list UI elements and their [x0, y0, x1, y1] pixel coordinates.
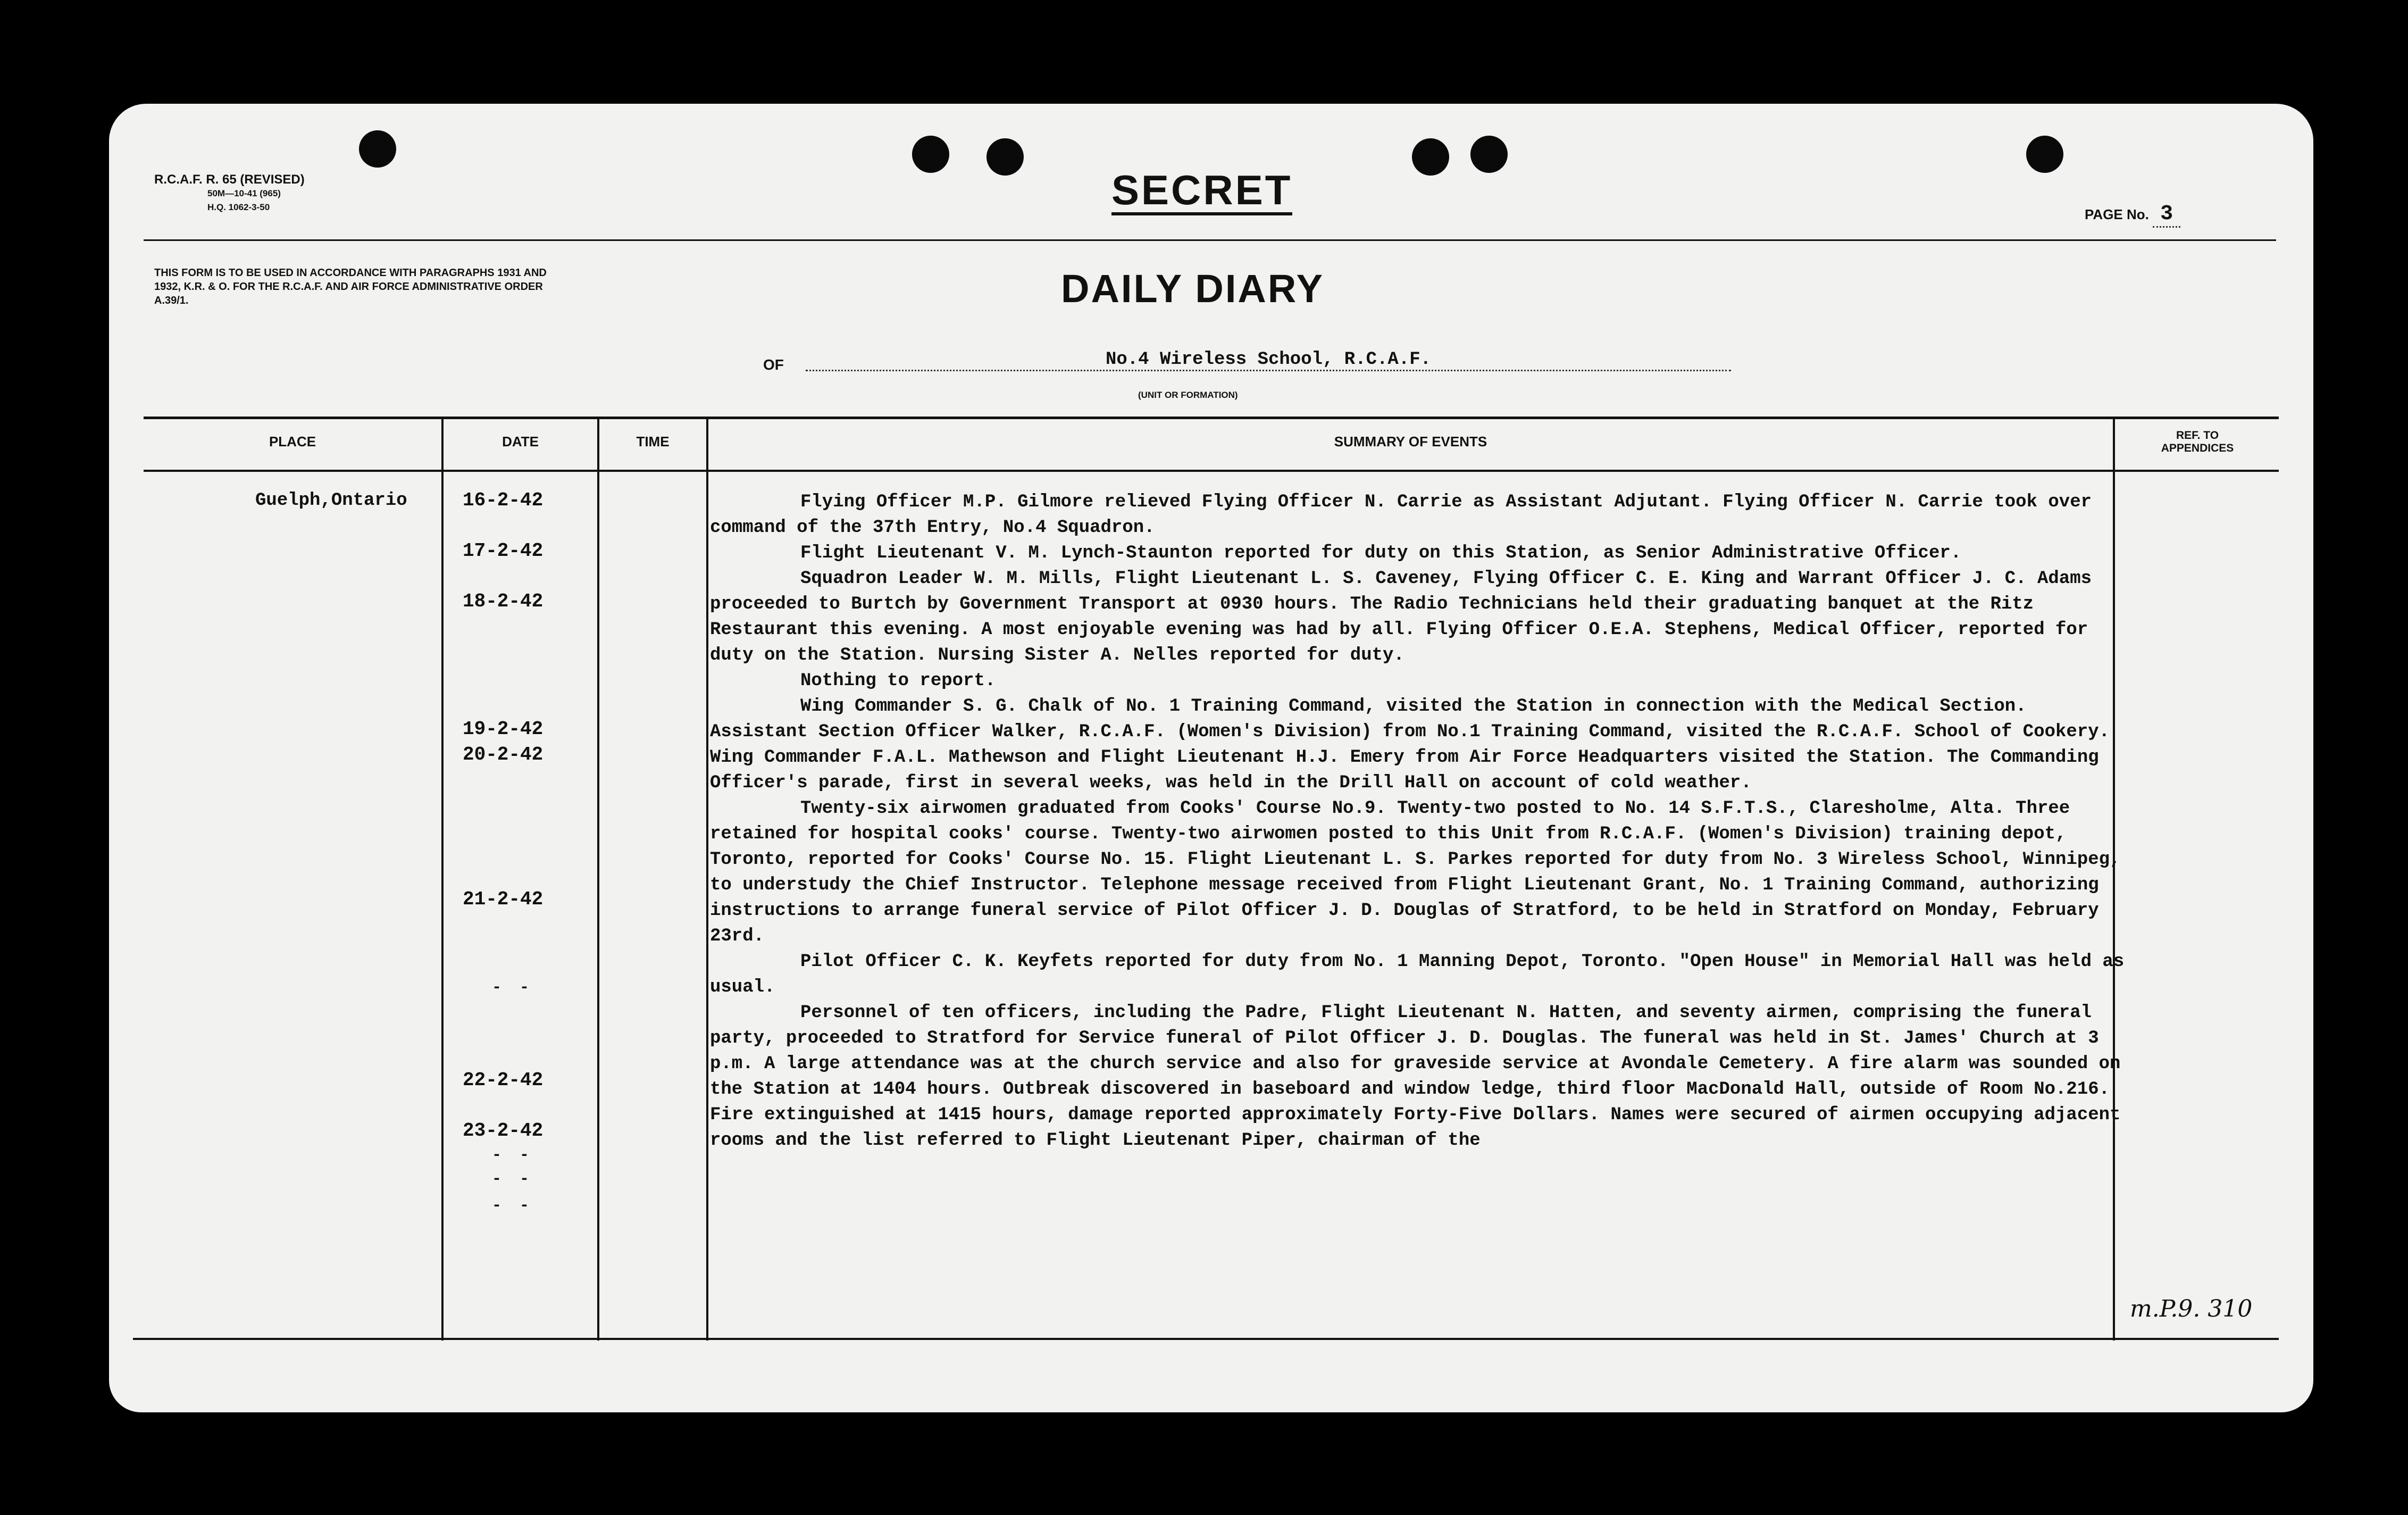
punch-hole-5 — [1470, 136, 1508, 173]
date-entry: 18-2-42 — [463, 590, 544, 612]
entry-paragraph: Twenty-six airwomen graduated from Cooks' Course No.9. Twenty-two posted to No. 14 S.F.T.S., Claresholme, Alta. Three retained for hospital cooks' course. Twenty-two airwomen posted to this Unit from R.C.A.F. (Women's Division) training depot, Toronto, reported for Cooks' Course No. 15. Flight Lieutenant L. S. Parkes reported for duty from No. 3 Wireless School, Winnipeg, to understudy the Chief Instructor. Telephone message received from Flight Lieutenant Grant, No. 1 Training Command, authorizing instructions to arrange funeral service of Pilot Officer J. D. Douglas of Stratford, to be held in Stratford on Monday, February 23rd. — [710, 798, 2121, 946]
date-dash: - - — [492, 979, 534, 997]
unit-caption: (UNIT OR FORMATION) — [1138, 390, 1238, 400]
column-header-ref — [2115, 429, 2280, 455]
date-entry: 19-2-42 — [463, 718, 544, 740]
column-divider-date — [597, 418, 599, 1341]
entry-paragraph: Flight Lieutenant V. M. Lynch-Staunton reported for duty on this Station, as Senior Administrative Officer. — [800, 543, 1962, 563]
column-header-date: DATE — [502, 434, 539, 449]
page-title: DAILY DIARY — [1061, 267, 1324, 311]
form-hq-ref: H.Q. 1062-3-50 — [207, 202, 270, 212]
page-number-value: 3 — [2153, 202, 2180, 228]
entry-paragraph: Wing Commander S. G. Chalk of No. 1 Training Command, visited the Station in connection with the Medical Section. Assistant Section Officer Walker, R.C.A.F. (Women's Division) from No.1 Training Command, visited the R.C.A.F. School of Cookery. Wing Commander F.A.L. Mathewson and Flight Lieutenant H.J. Emery from Air Force Headquarters visited the Station. The Commanding Officer's parade, first in several weeks, was held in the Drill Hall on account of cold weather. — [710, 696, 2110, 793]
date-entry: 23-2-42 — [463, 1120, 544, 1142]
page-number-label: PAGE No. — [2085, 206, 2149, 222]
entry-paragraph: Squadron Leader W. M. Mills, Flight Lieutenant L. S. Caveney, Flying Officer C. E. King and Warrant Officer J. C. Adams proceeded to Burtch by Government Transport at 0930 hours. The Radio Technicians held their graduating banquet at the Ritz Restaurant this evening. A most enjoyable evening was had by all. Flying Officer O.E.A. Stephens, Medical Officer, reported for duty on the Station. Nursing Sister A. Nelles reported for duty. — [710, 569, 2092, 665]
reference-mark: m.P.9. 310 — [2130, 1295, 2253, 1322]
column-header-place: PLACE — [269, 434, 316, 449]
date-dash: - - — [492, 1146, 534, 1164]
usage-notice: THIS FORM IS TO BE USED IN ACCORDANCE WITH PARAGRAPHS 1931 AND 1932, K.R. & O. FOR THE R.C.A.F. AND AIR FORCE ADMINISTRATIVE ORDER A.39/1. — [154, 267, 547, 306]
punch-hole-1 — [359, 130, 396, 168]
summary-of-events — [710, 489, 2125, 1153]
entry-paragraph: Pilot Officer C. K. Keyfets reported for duty from No. 1 Manning Depot, Toronto. "Open House" in Memorial Hall was held as usual. — [710, 952, 2125, 997]
ref-header-line1: REF. TO — [2176, 429, 2219, 442]
unit-label: OF — [763, 356, 784, 373]
form-print-run: 50M—10-41 (965) — [207, 188, 281, 198]
table-top-rule — [144, 417, 2279, 419]
form-number: R.C.A.F. R. 65 (REVISED) — [154, 172, 305, 187]
date-entry: 22-2-42 — [463, 1069, 544, 1091]
table-bottom-rule — [133, 1338, 2279, 1340]
date-dash: - - — [492, 1170, 534, 1188]
table-header-rule — [144, 470, 2279, 472]
column-divider-time — [706, 418, 708, 1341]
classification-stamp: SECRET — [1111, 168, 1292, 215]
punch-hole-2 — [912, 136, 949, 173]
punch-hole-6 — [2026, 136, 2063, 173]
ref-header-line2: APPENDICES — [2161, 442, 2234, 454]
column-header-summary: SUMMARY OF EVENTS — [1334, 434, 1487, 449]
punch-hole-4 — [1412, 138, 1449, 176]
punch-hole-3 — [986, 138, 1024, 176]
header-divider — [144, 239, 2276, 241]
entry-paragraph: Nothing to report. — [800, 671, 996, 691]
column-divider-place — [441, 418, 444, 1341]
entry-paragraph: Flying Officer M.P. Gilmore relieved Flying Officer N. Carrie as Assistant Adjutant. Flying Officer N. Carrie took over command of the 37th Entry, No.4 Squadron. — [710, 492, 2092, 538]
date-entry: 21-2-42 — [463, 888, 544, 910]
place-value: Guelph,Ontario — [255, 490, 407, 511]
date-entry: 16-2-42 — [463, 489, 544, 511]
entry-paragraph: Personnel of ten officers, including the Padre, Flight Lieutenant N. Hatten, and seventy airmen, comprising the funeral party, proceeded to Stratford for Service funeral of Pilot Officer J. D. Douglas. The funeral was held in St. James' Church at 3 p.m. A large attendance was at the church service and also for graveside service at Avondale Cemetery. A fire alarm was sounded on the Station at 1404 hours. Outbreak discovered in baseboard and window ledge, third floor MacDonald Hall, outside of Room No.216. Fire extinguished at 1415 hours, damage reported approximately Forty-Five Dollars. Names were secured of airmen occupying adjacent rooms and the list referred to Flight Lieutenant Piper, chairman of the — [710, 1003, 2121, 1151]
unit-value: No.4 Wireless School, R.C.A.F. — [806, 349, 1731, 371]
page-number — [2085, 202, 2180, 226]
date-entry: 17-2-42 — [463, 540, 544, 562]
column-header-time: TIME — [636, 434, 670, 449]
form-identifier — [154, 173, 305, 214]
date-entry: 20-2-42 — [463, 744, 544, 765]
date-dash: - - — [492, 1197, 534, 1215]
diary-sheet — [109, 104, 2313, 1412]
